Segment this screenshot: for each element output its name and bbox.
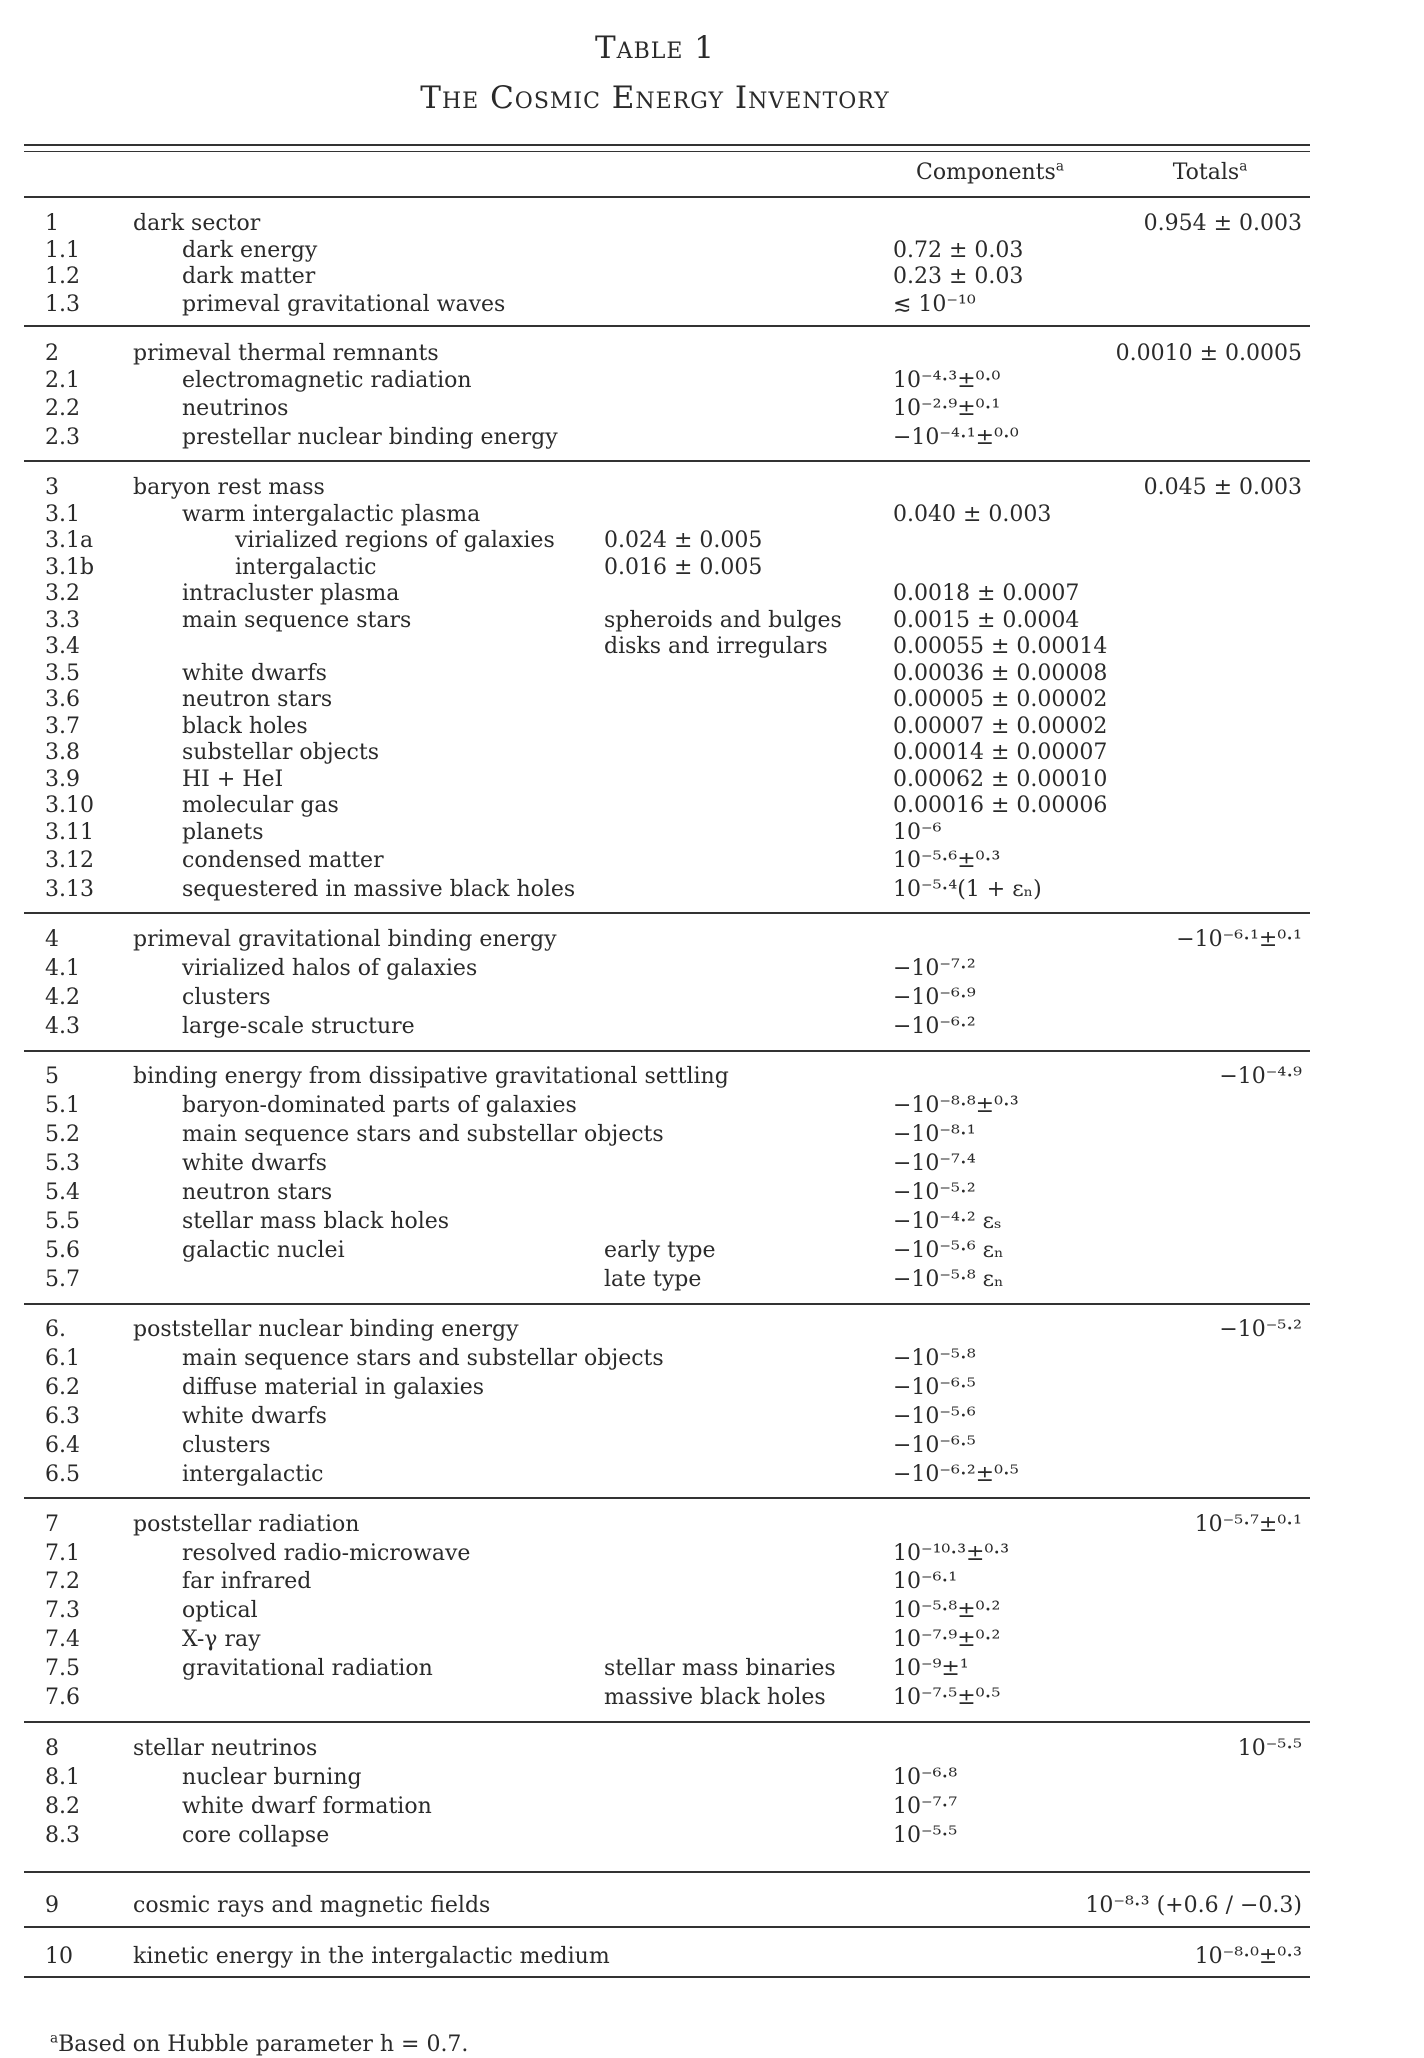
- row-label: large-scale structure: [182, 1014, 415, 1039]
- section-divider: [24, 912, 1310, 914]
- row-component-value: −10⁻⁵·⁶: [893, 1404, 976, 1429]
- row-total-value: 0.954 ± 0.003: [1143, 211, 1302, 236]
- row-number: 5.7: [45, 1267, 80, 1292]
- table-row: [0, 339, 1424, 368]
- table-row: [0, 983, 1424, 1012]
- table-row: [0, 765, 1424, 794]
- section-divider: [24, 1871, 1310, 1873]
- row-component-value: 0.0018 ± 0.0007: [893, 581, 1080, 606]
- row-component-value: −10⁻⁵·⁶ εₙ: [893, 1238, 1004, 1263]
- section-divider: [24, 325, 1310, 327]
- row-number: 8.3: [45, 1823, 80, 1848]
- row-label: core collapse: [182, 1823, 330, 1848]
- row-label: sequestered in massive black holes: [182, 877, 576, 902]
- row-number: 3.3: [45, 608, 80, 633]
- row-number: 3.13: [45, 877, 94, 902]
- table-row: [0, 500, 1424, 529]
- row-label: black holes: [182, 714, 308, 739]
- row-label: poststellar radiation: [133, 1512, 360, 1537]
- row-component-value: 0.00007 ± 0.00002: [893, 714, 1108, 739]
- row-component-value: −10⁻⁶·²: [893, 1014, 976, 1039]
- row-label: gravitational radiation: [182, 1656, 433, 1681]
- row-label: electromagnetic radiation: [182, 368, 472, 393]
- row-component-value: 0.00055 ± 0.00014: [893, 634, 1108, 659]
- table-row: [0, 1683, 1424, 1712]
- row-label: baryon-dominated parts of galaxies: [182, 1093, 577, 1118]
- row-total-value: 10⁻⁸·³ (+0.6 / −0.3): [1085, 1893, 1302, 1918]
- row-number: 8.2: [45, 1794, 80, 1819]
- row-total-value: 10⁻⁸·⁰±⁰·³: [1194, 1944, 1302, 1969]
- row-number: 5.3: [45, 1151, 80, 1176]
- row-component-value: −10⁻⁴·¹±⁰·⁰: [893, 425, 1019, 450]
- row-label: neutrinos: [182, 396, 289, 421]
- table-row: [0, 366, 1424, 395]
- row-component-value: −10⁻⁸·¹: [893, 1122, 976, 1147]
- table-row: [0, 553, 1424, 582]
- row-label: stellar neutrinos: [133, 1736, 318, 1761]
- totals-header: Totals$^a$: [1172, 158, 1248, 185]
- row-label: stellar mass black holes: [182, 1209, 450, 1234]
- table-row: [0, 1763, 1424, 1792]
- row-label: condensed matter: [182, 848, 384, 873]
- row-label: prestellar nuclear binding energy: [182, 425, 558, 450]
- row-label: virialized halos of galaxies: [182, 956, 478, 981]
- row-number: 3: [45, 475, 59, 500]
- table-row: [0, 1460, 1424, 1489]
- table-row: [0, 579, 1424, 608]
- row-component-value: 10⁻¹⁰·³±⁰·³: [893, 1541, 1010, 1566]
- table-row: [0, 1091, 1424, 1120]
- row-component-value: 10⁻⁴·³±⁰·⁰: [893, 368, 1001, 393]
- row-label: kinetic energy in the intergalactic medium: [133, 1944, 610, 1969]
- row-number: 9: [45, 1893, 59, 1918]
- section-divider: [24, 1976, 1310, 1978]
- table-row: [0, 1539, 1424, 1568]
- row-subcomponent: late type: [604, 1267, 702, 1292]
- row-subcomponent: disks and irregulars: [604, 634, 828, 659]
- top-rule-inner: [24, 151, 1310, 152]
- row-number: 7.1: [45, 1541, 80, 1566]
- table-title: Table 1: [595, 30, 715, 66]
- row-component-value: 10⁻⁷·⁵±⁰·⁵: [893, 1685, 1001, 1710]
- row-number: 7.4: [45, 1627, 80, 1652]
- row-number: 1: [45, 211, 59, 236]
- row-label: main sequence stars and substellar objects: [182, 1122, 664, 1147]
- row-number: 6.4: [45, 1433, 80, 1458]
- row-component-value: 10⁻⁶: [893, 820, 942, 845]
- row-number: 7.3: [45, 1598, 80, 1623]
- row-label: HI + HeI: [182, 767, 284, 792]
- row-number: 7.6: [45, 1685, 80, 1710]
- row-label: clusters: [182, 985, 271, 1010]
- row-number: 3.6: [45, 687, 80, 712]
- table-row: [0, 1625, 1424, 1654]
- row-label: white dwarfs: [182, 1404, 327, 1429]
- row-number: 1.3: [45, 292, 80, 317]
- row-label: dark sector: [133, 211, 261, 236]
- section-divider: [24, 1926, 1310, 1928]
- row-number: 3.9: [45, 767, 80, 792]
- table-row: [0, 1792, 1424, 1821]
- row-number: 10: [45, 1944, 73, 1969]
- row-number: 7: [45, 1512, 59, 1537]
- row-component-value: 10⁻⁷·⁷: [893, 1794, 958, 1819]
- row-label: main sequence stars: [182, 608, 412, 633]
- table-row: [0, 1344, 1424, 1373]
- table-row: [0, 791, 1424, 820]
- row-component-value: 0.00036 ± 0.00008: [893, 661, 1108, 686]
- table-row: [0, 290, 1424, 319]
- top-rule: [24, 144, 1310, 146]
- row-label: intracluster plasma: [182, 581, 400, 606]
- table-row: [0, 473, 1424, 502]
- row-number: 6.3: [45, 1404, 80, 1429]
- row-number: 3.4: [45, 634, 80, 659]
- table-row: [0, 818, 1424, 847]
- row-number: 4.1: [45, 956, 80, 981]
- row-number: 5.1: [45, 1093, 80, 1118]
- table-row: [0, 1654, 1424, 1683]
- row-total-value: −10⁻⁴·⁹: [1219, 1064, 1302, 1089]
- row-component-value: 0.23 ± 0.03: [893, 264, 1024, 289]
- row-component-value: 0.00005 ± 0.00002: [893, 687, 1108, 712]
- table-row: [0, 1891, 1424, 1920]
- row-component-value: 0.00016 ± 0.00006: [893, 793, 1108, 818]
- row-label: dark energy: [182, 238, 318, 263]
- row-number: 2.2: [45, 396, 80, 421]
- row-component-value: −10⁻⁷·⁴: [893, 1151, 976, 1176]
- table-subtitle: The Cosmic Energy Inventory: [420, 80, 890, 116]
- row-label: white dwarfs: [182, 661, 327, 686]
- row-label: galactic nuclei: [182, 1238, 345, 1263]
- table-row: [0, 659, 1424, 688]
- row-total-value: 0.045 ± 0.003: [1143, 475, 1302, 500]
- row-number: 6.1: [45, 1346, 80, 1371]
- table-row: [0, 209, 1424, 238]
- row-component-value: −10⁻⁶·⁵: [893, 1375, 976, 1400]
- table-row: [0, 1942, 1424, 1971]
- row-subcomponent: early type: [604, 1238, 716, 1263]
- row-label: main sequence stars and substellar objects: [182, 1346, 664, 1371]
- row-component-value: 10⁻⁶·¹: [893, 1569, 958, 1594]
- row-label: diffuse material in galaxies: [182, 1375, 485, 1400]
- row-component-value: −10⁻⁶·⁹: [893, 985, 976, 1010]
- table-row: [0, 1567, 1424, 1596]
- row-number: 3.1a: [45, 528, 94, 553]
- table-row: [0, 1207, 1424, 1236]
- row-component-value: 10⁻⁹±¹: [893, 1656, 969, 1681]
- row-number: 7.2: [45, 1569, 80, 1594]
- row-component-value: −10⁻⁵·⁸ εₙ: [893, 1267, 1004, 1292]
- table-row: [0, 1734, 1424, 1763]
- row-component-value: 10⁻⁵·⁵: [893, 1823, 958, 1848]
- row-total-value: 10⁻⁵·⁷±⁰·¹: [1194, 1512, 1302, 1537]
- row-total-value: 0.0010 ± 0.0005: [1115, 341, 1302, 366]
- row-component-value: −10⁻⁷·²: [893, 956, 976, 981]
- row-component-value: ≲ 10⁻¹⁰: [893, 292, 976, 317]
- row-component-value: 0.00014 ± 0.00007: [893, 740, 1108, 765]
- row-label: primeval gravitational waves: [182, 292, 506, 317]
- table-row: [0, 1821, 1424, 1850]
- row-subcomponent: stellar mass binaries: [604, 1656, 836, 1681]
- table-row: [0, 1120, 1424, 1149]
- row-number: 5.5: [45, 1209, 80, 1234]
- table-row: [0, 1178, 1424, 1207]
- table-row: [0, 685, 1424, 714]
- table-row: [0, 1510, 1424, 1539]
- row-label: neutron stars: [182, 687, 333, 712]
- row-number: 3.8: [45, 740, 80, 765]
- row-subcomponent: spheroids and bulges: [604, 608, 842, 633]
- section-divider: [24, 1303, 1310, 1305]
- table-row: [0, 236, 1424, 265]
- table-row: [0, 262, 1424, 291]
- row-number: 4: [45, 927, 59, 952]
- row-number: 4.2: [45, 985, 80, 1010]
- row-number: 5.6: [45, 1238, 80, 1263]
- row-number: 5.2: [45, 1122, 80, 1147]
- row-component-value: 0.040 ± 0.003: [893, 502, 1052, 527]
- row-label: binding energy from dissipative gravitational settling: [133, 1064, 729, 1089]
- table-row: [0, 712, 1424, 741]
- table-row: [0, 1431, 1424, 1460]
- row-label: intergalactic: [182, 1462, 324, 1487]
- row-component-value: −10⁻⁸·⁸±⁰·³: [893, 1093, 1019, 1118]
- row-total-value: −10⁻⁵·²: [1219, 1317, 1302, 1342]
- row-number: 3.10: [45, 793, 94, 818]
- row-label: primeval thermal remnants: [133, 341, 439, 366]
- row-label: resolved radio-microwave: [182, 1541, 471, 1566]
- table-row: [0, 606, 1424, 635]
- table-row: [0, 1236, 1424, 1265]
- row-component-value: 10⁻²·⁹±⁰·¹: [893, 396, 1001, 421]
- row-number: 7.5: [45, 1656, 80, 1681]
- table-row: [0, 632, 1424, 661]
- row-label: poststellar nuclear binding energy: [133, 1317, 519, 1342]
- footnote: $^a$Based on Hubble parameter h = 0.7.: [50, 2030, 469, 2057]
- row-label: far infrared: [182, 1569, 312, 1594]
- table-row: [0, 738, 1424, 767]
- row-number: 3.7: [45, 714, 80, 739]
- row-component-value: −10⁻⁵·²: [893, 1180, 976, 1205]
- row-number: 2.3: [45, 425, 80, 450]
- table-row: [0, 1373, 1424, 1402]
- row-subcomponent: 0.016 ± 0.005: [604, 555, 763, 580]
- section-divider: [24, 1721, 1310, 1723]
- row-label: primeval gravitational binding energy: [133, 927, 557, 952]
- row-label: virialized regions of galaxies: [235, 528, 555, 553]
- row-component-value: 10⁻⁵·⁶±⁰·³: [893, 848, 1001, 873]
- row-component-value: −10⁻⁴·² εₛ: [893, 1209, 1002, 1234]
- row-component-value: 10⁻⁵·⁴(1 + εₙ): [893, 877, 1042, 902]
- table-row: [0, 1062, 1424, 1091]
- row-component-value: 0.0015 ± 0.0004: [893, 608, 1080, 633]
- row-label: white dwarf formation: [182, 1794, 432, 1819]
- table-row: [0, 1315, 1424, 1344]
- row-number: 5: [45, 1064, 59, 1089]
- row-number: 3.2: [45, 581, 80, 606]
- row-component-value: 0.00062 ± 0.00010: [893, 767, 1108, 792]
- table-row: [0, 1402, 1424, 1431]
- row-label: white dwarfs: [182, 1151, 327, 1176]
- row-subcomponent: massive black holes: [604, 1685, 826, 1710]
- row-number: 1.1: [45, 238, 80, 263]
- components-header: Components$^a$: [916, 158, 1064, 185]
- row-label: planets: [182, 820, 264, 845]
- row-component-value: −10⁻⁶·⁵: [893, 1433, 976, 1458]
- row-number: 4.3: [45, 1014, 80, 1039]
- table-row: [0, 954, 1424, 983]
- row-component-value: 10⁻⁶·⁸: [893, 1765, 958, 1790]
- table-row: [0, 394, 1424, 423]
- row-label: dark matter: [182, 264, 316, 289]
- row-number: 3.1b: [45, 555, 95, 580]
- section-divider: [24, 1497, 1310, 1499]
- row-label: optical: [182, 1598, 258, 1623]
- row-label: molecular gas: [182, 793, 339, 818]
- row-number: 8.1: [45, 1765, 80, 1790]
- table-row: [0, 526, 1424, 555]
- section-divider: [24, 460, 1310, 462]
- row-component-value: 0.72 ± 0.03: [893, 238, 1024, 263]
- row-label: warm intergalactic plasma: [182, 502, 481, 527]
- row-component-value: 10⁻⁵·⁸±⁰·²: [893, 1598, 1001, 1623]
- row-number: 6.: [45, 1317, 66, 1342]
- row-label: X-γ ray: [182, 1627, 261, 1652]
- table-row: [0, 846, 1424, 875]
- table-row: [0, 423, 1424, 452]
- row-total-value: −10⁻⁶·¹±⁰·¹: [1176, 927, 1302, 952]
- row-number: 5.4: [45, 1180, 80, 1205]
- row-number: 8: [45, 1736, 59, 1761]
- table-row: [0, 875, 1424, 904]
- row-label: intergalactic: [235, 555, 377, 580]
- row-label: nuclear burning: [182, 1765, 362, 1790]
- row-number: 2.1: [45, 368, 80, 393]
- header-rule: [24, 196, 1310, 198]
- row-number: 3.5: [45, 661, 80, 686]
- row-label: clusters: [182, 1433, 271, 1458]
- row-number: 1.2: [45, 264, 80, 289]
- row-number: 3.11: [45, 820, 94, 845]
- row-number: 3.12: [45, 848, 94, 873]
- row-component-value: 10⁻⁷·⁹±⁰·²: [893, 1627, 1001, 1652]
- row-number: 3.1: [45, 502, 80, 527]
- row-label: substellar objects: [182, 740, 380, 765]
- row-component-value: −10⁻⁶·²±⁰·⁵: [893, 1462, 1019, 1487]
- table-row: [0, 1149, 1424, 1178]
- table-row: [0, 925, 1424, 954]
- table-row: [0, 1265, 1424, 1294]
- row-number: 6.5: [45, 1462, 80, 1487]
- table-row: [0, 1596, 1424, 1625]
- row-number: 6.2: [45, 1375, 80, 1400]
- row-subcomponent: 0.024 ± 0.005: [604, 528, 763, 553]
- row-label: cosmic rays and magnetic fields: [133, 1893, 491, 1918]
- row-number: 2: [45, 341, 59, 366]
- row-component-value: −10⁻⁵·⁸: [893, 1346, 976, 1371]
- row-label: neutron stars: [182, 1180, 333, 1205]
- row-label: baryon rest mass: [133, 475, 325, 500]
- row-total-value: 10⁻⁵·⁵: [1237, 1736, 1302, 1761]
- section-divider: [24, 1050, 1310, 1052]
- table-row: [0, 1012, 1424, 1041]
